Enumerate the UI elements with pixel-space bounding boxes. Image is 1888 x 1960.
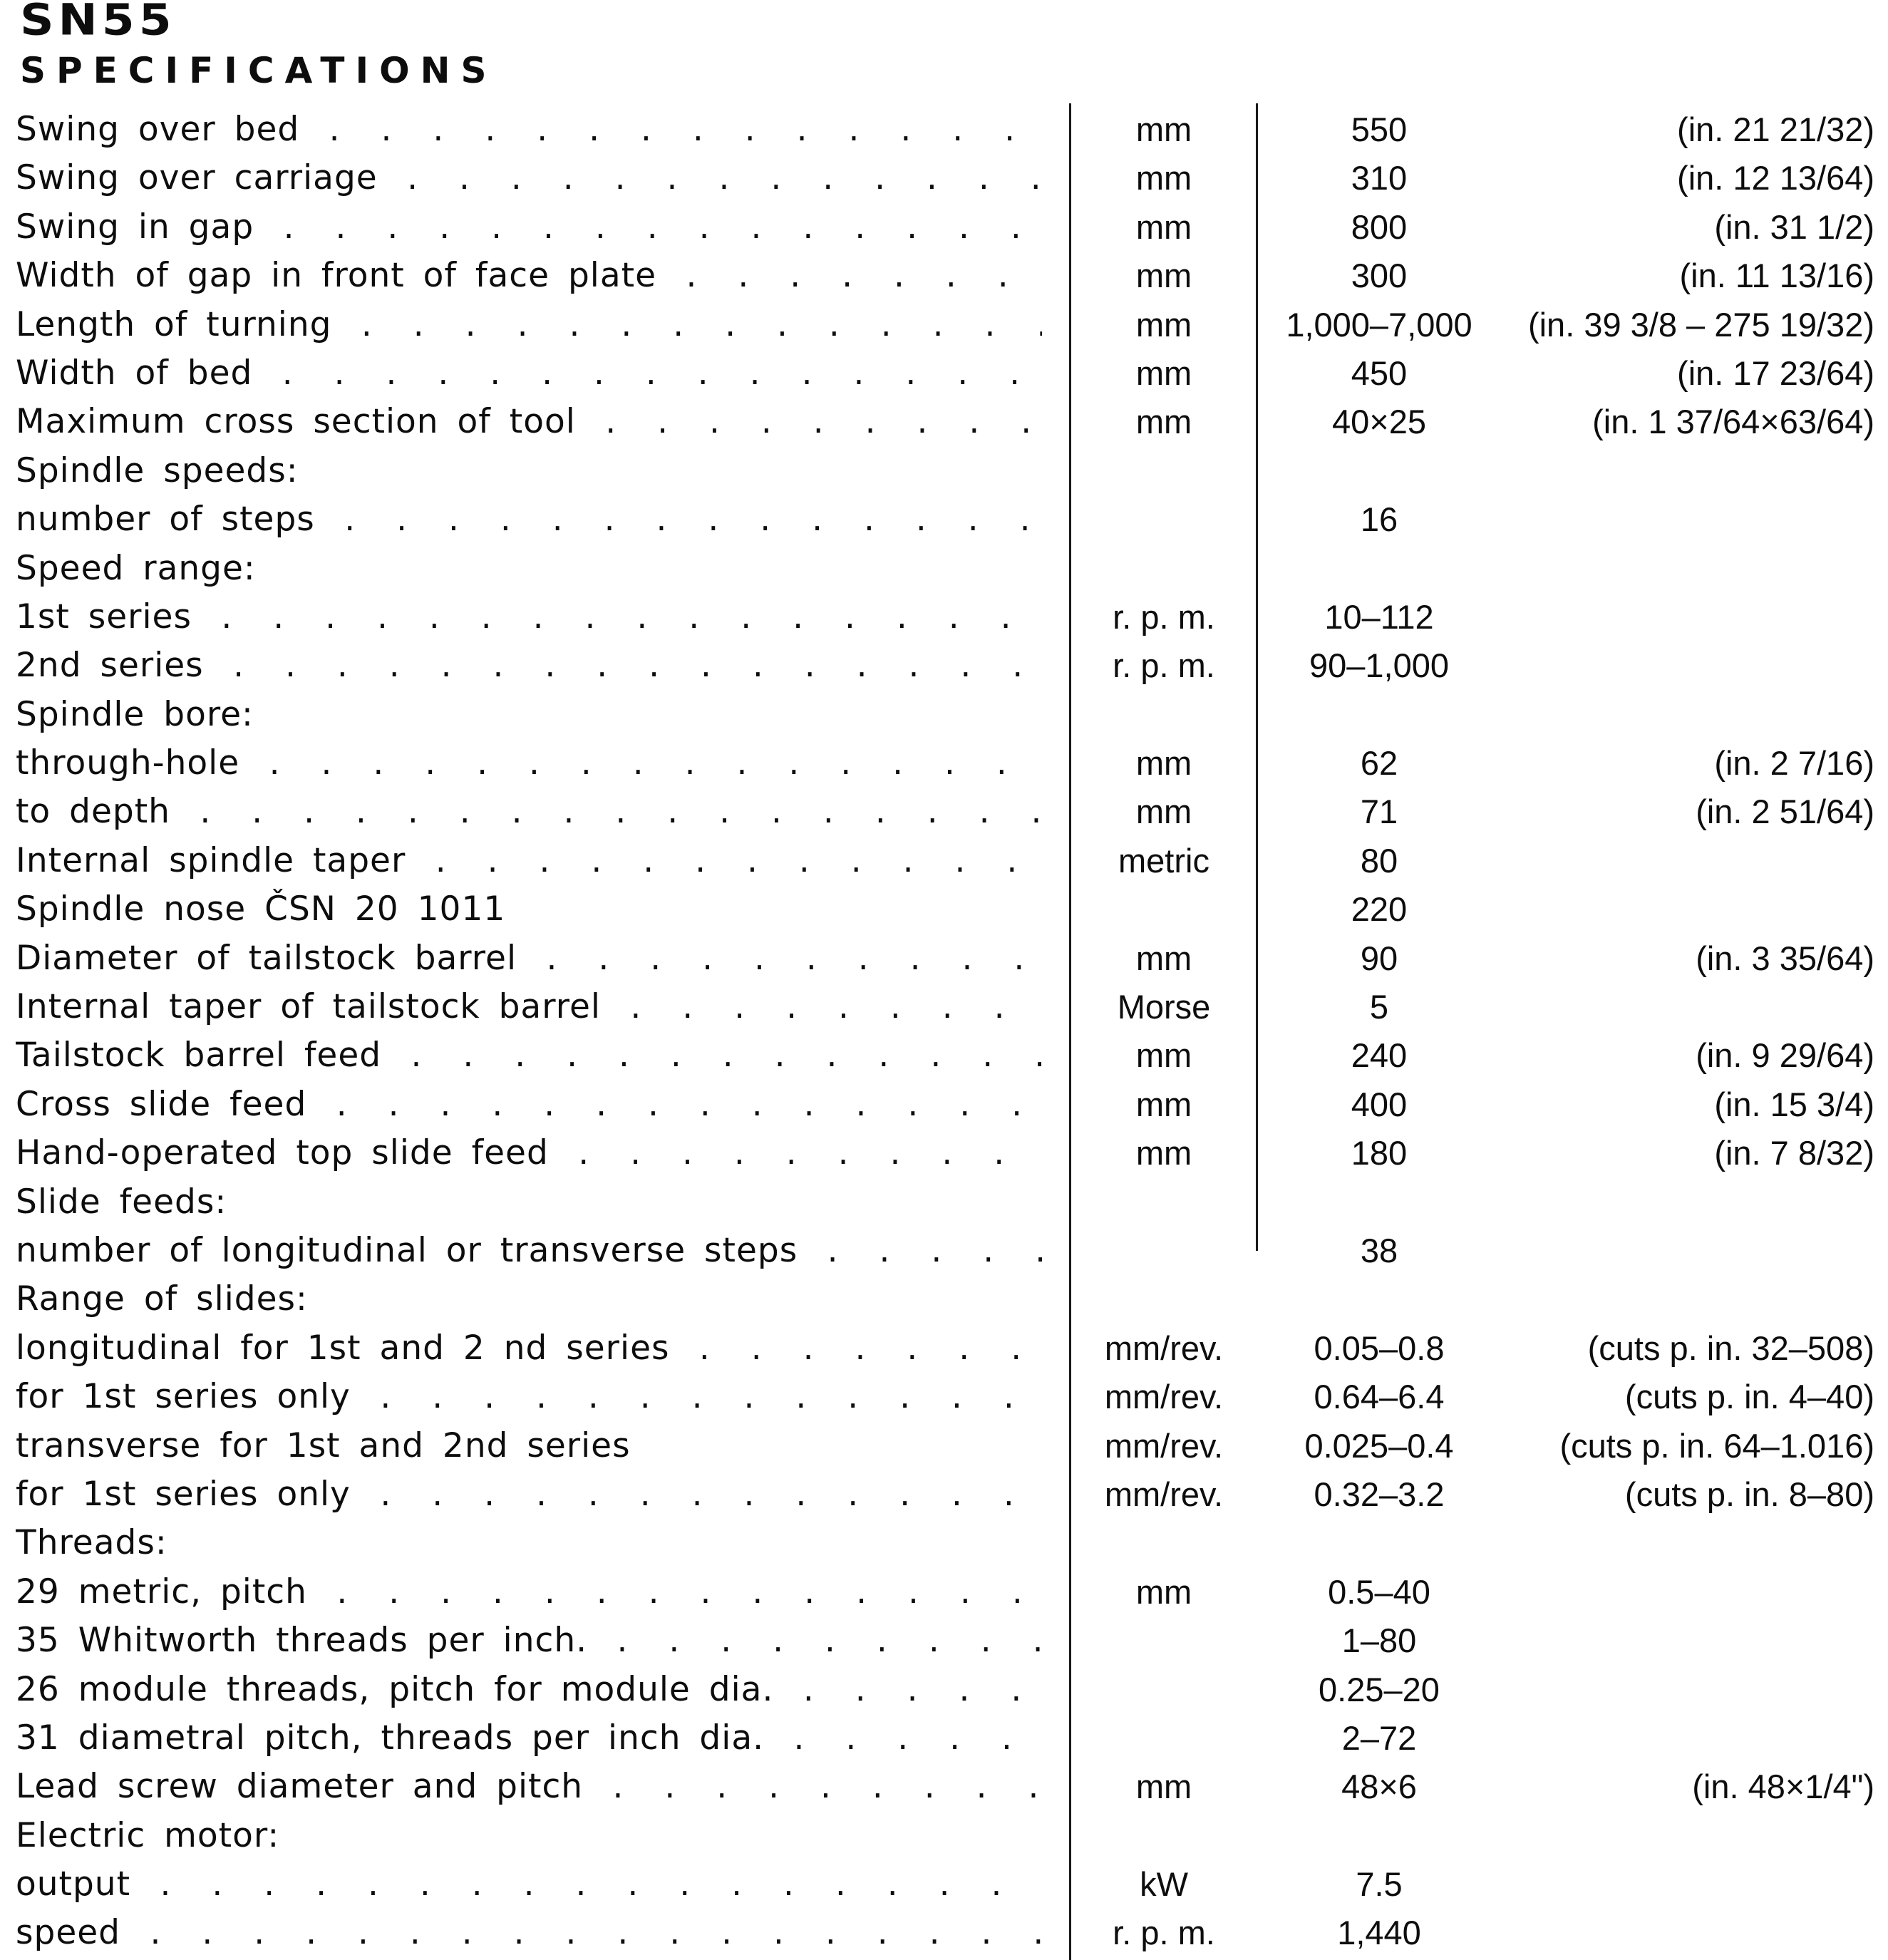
spec-label: Threads: bbox=[16, 1523, 167, 1563]
spec-imperial: (in. 48×1/4") bbox=[1692, 1768, 1874, 1806]
spec-label: Speed range: bbox=[16, 548, 256, 588]
spec-value: 1,440 bbox=[1337, 1914, 1421, 1952]
spec-imperial: (cuts p. in. 8–80) bbox=[1624, 1475, 1874, 1513]
spec-imperial: (in. 2 51/64) bbox=[1696, 793, 1874, 831]
spec-value bbox=[1269, 545, 1490, 593]
spec-unit: mm bbox=[1135, 110, 1192, 148]
spec-value: 0.64–6.4 bbox=[1314, 1378, 1445, 1416]
spec-value: 71 bbox=[1360, 793, 1398, 831]
spec-label: 26 module threads, pitch for module dia. . . bbox=[16, 1666, 1042, 1714]
spec-imperial bbox=[1475, 1275, 1874, 1324]
spec-value: 5 bbox=[1369, 988, 1389, 1026]
spec-value: 800 bbox=[1351, 207, 1408, 246]
spec-unit: r. p. m. bbox=[1113, 597, 1215, 636]
spec-imperial bbox=[1475, 1714, 1874, 1763]
spec-unit bbox=[1072, 1275, 1256, 1324]
spec-label: 29 metric, pitch . . bbox=[16, 1568, 1042, 1616]
spec-row bbox=[0, 398, 1888, 446]
spec-label: Width of bed . . bbox=[16, 349, 1042, 398]
spec-label: Length of turning . . bbox=[16, 301, 1042, 349]
spec-value: 2–72 bbox=[1341, 1718, 1417, 1757]
spec-row bbox=[0, 739, 1888, 788]
spec-imperial bbox=[1475, 495, 1874, 544]
spec-row bbox=[0, 495, 1888, 544]
spec-imperial bbox=[1475, 1666, 1874, 1714]
spec-row bbox=[0, 885, 1888, 934]
spec-row bbox=[0, 1714, 1888, 1763]
spec-value: 240 bbox=[1351, 1036, 1408, 1075]
spec-row bbox=[0, 1178, 1888, 1227]
spec-unit: mm bbox=[1135, 939, 1192, 977]
spec-imperial bbox=[1475, 1568, 1874, 1616]
spec-value: 0.025–0.4 bbox=[1304, 1426, 1454, 1465]
spec-unit: mm bbox=[1135, 744, 1192, 783]
spec-row bbox=[0, 1909, 1888, 1957]
spec-imperial: (cuts p. in. 64–1.016) bbox=[1559, 1426, 1874, 1465]
spec-value: 62 bbox=[1360, 744, 1398, 783]
spec-imperial: (in. 1 37/64×63/64) bbox=[1592, 403, 1874, 441]
spec-label: Swing in gap . . bbox=[16, 203, 1042, 252]
spec-row bbox=[0, 1568, 1888, 1616]
spec-imperial bbox=[1475, 641, 1874, 690]
spec-unit: mm bbox=[1135, 403, 1192, 441]
spec-imperial bbox=[1475, 447, 1874, 495]
spec-label: transverse for 1st and 2nd series bbox=[16, 1425, 631, 1465]
spec-label: output . . bbox=[16, 1860, 1042, 1909]
spec-row bbox=[0, 1373, 1888, 1421]
spec-label: Spindle nose ČSN 20 1011 bbox=[16, 889, 506, 929]
spec-unit: mm bbox=[1135, 159, 1192, 197]
spec-value bbox=[1269, 1178, 1490, 1227]
model-title: SN55 bbox=[20, 0, 176, 46]
spec-imperial bbox=[1475, 1227, 1874, 1275]
spec-row bbox=[0, 105, 1888, 154]
spec-row bbox=[0, 1080, 1888, 1129]
spec-row bbox=[0, 1519, 1888, 1567]
spec-imperial bbox=[1475, 1519, 1874, 1567]
spec-row bbox=[0, 1812, 1888, 1860]
spec-value: 450 bbox=[1351, 354, 1408, 392]
spec-imperial bbox=[1475, 691, 1874, 739]
spec-unit: r. p. m. bbox=[1113, 646, 1215, 685]
spec-value: 0.5–40 bbox=[1328, 1572, 1430, 1611]
spec-unit bbox=[1072, 447, 1256, 495]
spec-label: Spindle speeds: bbox=[16, 450, 299, 490]
spec-imperial: (in. 39 3/8 – 275 19/32) bbox=[1527, 305, 1874, 344]
spec-unit bbox=[1072, 1227, 1256, 1275]
spec-imperial: (in. 15 3/4) bbox=[1714, 1085, 1874, 1123]
spec-unit: mm bbox=[1135, 1572, 1192, 1611]
spec-label: Diameter of tailstock barrel . . bbox=[16, 934, 1042, 983]
spec-imperial: (in. 2 7/16) bbox=[1714, 744, 1874, 783]
spec-value: 180 bbox=[1351, 1134, 1408, 1172]
spec-value bbox=[1269, 1812, 1490, 1860]
spec-label: Maximum cross section of tool . . bbox=[16, 398, 1042, 446]
spec-value: 90 bbox=[1360, 939, 1398, 977]
spec-imperial bbox=[1475, 983, 1874, 1031]
spec-imperial bbox=[1475, 545, 1874, 593]
spec-row bbox=[0, 203, 1888, 252]
spec-value: 16 bbox=[1360, 500, 1398, 539]
spec-value: 400 bbox=[1351, 1085, 1408, 1123]
spec-unit bbox=[1072, 885, 1256, 934]
spec-row bbox=[0, 252, 1888, 300]
spec-imperial bbox=[1475, 1860, 1874, 1909]
spec-label: to depth . . bbox=[16, 788, 1042, 836]
spec-label: Hand-operated top slide feed . . bbox=[16, 1129, 1042, 1177]
spec-imperial: (cuts p. in. 4–40) bbox=[1624, 1378, 1874, 1416]
spec-row bbox=[0, 593, 1888, 641]
spec-unit: mm/rev. bbox=[1104, 1426, 1224, 1465]
spec-unit: mm bbox=[1135, 1768, 1192, 1806]
spec-row bbox=[0, 1763, 1888, 1811]
spec-imperial bbox=[1475, 837, 1874, 885]
spec-row bbox=[0, 447, 1888, 495]
spec-unit bbox=[1072, 495, 1256, 544]
spec-row bbox=[0, 1227, 1888, 1275]
spec-unit: mm/rev. bbox=[1104, 1329, 1224, 1367]
spec-value: 38 bbox=[1360, 1231, 1398, 1269]
spec-value bbox=[1269, 447, 1490, 495]
spec-label: Internal spindle taper . . bbox=[16, 837, 1042, 885]
spec-imperial: (in. 9 29/64) bbox=[1696, 1036, 1874, 1075]
spec-imperial bbox=[1475, 593, 1874, 641]
spec-label: through-hole . . bbox=[16, 739, 1042, 788]
spec-label: number of steps . . bbox=[16, 495, 1042, 544]
spec-label: longitudinal for 1st and 2 nd series . . bbox=[16, 1324, 1042, 1373]
spec-unit: mm/rev. bbox=[1104, 1475, 1224, 1513]
spec-value: 7.5 bbox=[1356, 1865, 1403, 1904]
spec-unit bbox=[1072, 545, 1256, 593]
spec-imperial: (cuts p. in. 32–508) bbox=[1587, 1329, 1874, 1367]
spec-imperial: (in. 21 21/32) bbox=[1677, 110, 1874, 148]
spec-value: 0.05–0.8 bbox=[1314, 1329, 1445, 1367]
spec-value: 1–80 bbox=[1341, 1621, 1417, 1660]
page-title: SPECIFICATIONS bbox=[20, 50, 497, 91]
spec-label: Electric motor: bbox=[16, 1815, 280, 1855]
spec-imperial: (in. 11 13/16) bbox=[1679, 257, 1874, 295]
spec-row bbox=[0, 1666, 1888, 1714]
spec-unit: mm bbox=[1135, 354, 1192, 392]
specifications-table bbox=[0, 105, 1888, 1958]
spec-value: 220 bbox=[1351, 890, 1408, 929]
spec-value bbox=[1269, 691, 1490, 739]
spec-value: 10–112 bbox=[1324, 597, 1434, 636]
spec-row bbox=[0, 1031, 1888, 1080]
spec-imperial bbox=[1475, 1812, 1874, 1860]
spec-row bbox=[0, 1616, 1888, 1665]
spec-row bbox=[0, 983, 1888, 1031]
spec-label: for 1st series only . . bbox=[16, 1373, 1042, 1421]
spec-value: 310 bbox=[1351, 159, 1408, 197]
spec-value: 550 bbox=[1351, 110, 1408, 148]
spec-row bbox=[0, 1275, 1888, 1324]
spec-unit bbox=[1072, 1616, 1256, 1665]
spec-unit: mm/rev. bbox=[1104, 1378, 1224, 1416]
spec-row bbox=[0, 349, 1888, 398]
spec-imperial bbox=[1475, 1909, 1874, 1957]
spec-imperial bbox=[1475, 1616, 1874, 1665]
spec-unit bbox=[1072, 691, 1256, 739]
spec-unit: r. p. m. bbox=[1113, 1914, 1215, 1952]
spec-label: for 1st series only . . bbox=[16, 1470, 1042, 1519]
spec-unit bbox=[1072, 1812, 1256, 1860]
spec-row bbox=[0, 1422, 1888, 1470]
spec-imperial: (in. 3 35/64) bbox=[1696, 939, 1874, 977]
spec-imperial: (in. 17 23/64) bbox=[1677, 354, 1874, 392]
spec-row bbox=[0, 154, 1888, 202]
spec-row bbox=[0, 301, 1888, 349]
spec-value: 90–1,000 bbox=[1309, 646, 1450, 685]
spec-unit: mm bbox=[1135, 1134, 1192, 1172]
spec-label: 1st series . . bbox=[16, 593, 1042, 641]
spec-value: 1,000–7,000 bbox=[1286, 305, 1472, 344]
spec-unit: mm bbox=[1135, 1085, 1192, 1123]
spec-value bbox=[1269, 1519, 1490, 1567]
spec-label: Swing over bed . . bbox=[16, 105, 1042, 154]
spec-imperial: (in. 31 1/2) bbox=[1714, 207, 1874, 246]
spec-label: 31 diametral pitch, threads per inch dia. . . bbox=[16, 1714, 1042, 1763]
spec-imperial bbox=[1475, 1178, 1874, 1227]
spec-label: Width of gap in front of face plate . . bbox=[16, 252, 1042, 300]
spec-row bbox=[0, 545, 1888, 593]
spec-unit: Morse bbox=[1117, 988, 1211, 1026]
spec-unit bbox=[1072, 1666, 1256, 1714]
spec-label: speed . . bbox=[16, 1909, 1042, 1957]
spec-value: 48×6 bbox=[1341, 1768, 1417, 1806]
spec-label: Lead screw diameter and pitch . . bbox=[16, 1763, 1042, 1811]
spec-value: 40×25 bbox=[1331, 403, 1426, 441]
spec-imperial: (in. 12 13/64) bbox=[1677, 159, 1874, 197]
spec-unit bbox=[1072, 1519, 1256, 1567]
spec-label: Internal taper of tailstock barrel . . bbox=[16, 983, 1042, 1031]
spec-unit: mm bbox=[1135, 1036, 1192, 1075]
spec-imperial bbox=[1475, 885, 1874, 934]
spec-label: Slide feeds: bbox=[16, 1182, 227, 1222]
spec-unit: mm bbox=[1135, 257, 1192, 295]
spec-label: Cross slide feed . . bbox=[16, 1080, 1042, 1129]
spec-unit: kW bbox=[1140, 1865, 1188, 1904]
spec-label: 2nd series . . bbox=[16, 641, 1042, 690]
spec-row bbox=[0, 1860, 1888, 1909]
spec-row bbox=[0, 1470, 1888, 1519]
spec-label: Swing over carriage . . bbox=[16, 154, 1042, 202]
spec-row bbox=[0, 934, 1888, 983]
spec-label: Spindle bore: bbox=[16, 694, 254, 734]
spec-row bbox=[0, 691, 1888, 739]
spec-row bbox=[0, 1324, 1888, 1373]
spec-value: 300 bbox=[1351, 257, 1408, 295]
spec-value: 0.32–3.2 bbox=[1314, 1475, 1445, 1513]
spec-unit: mm bbox=[1135, 793, 1192, 831]
spec-unit: metric bbox=[1118, 841, 1209, 880]
spec-unit bbox=[1072, 1178, 1256, 1227]
spec-label: Tailstock barrel feed . . bbox=[16, 1031, 1042, 1080]
spec-value: 80 bbox=[1360, 841, 1398, 880]
spec-value: 0.25–20 bbox=[1319, 1670, 1440, 1708]
spec-label: number of longitudinal or transverse steps . . bbox=[16, 1227, 1042, 1275]
spec-row bbox=[0, 788, 1888, 836]
spec-label: 35 Whitworth threads per inch. . . bbox=[16, 1616, 1042, 1665]
spec-unit: mm bbox=[1135, 305, 1192, 344]
spec-unit bbox=[1072, 1714, 1256, 1763]
spec-row bbox=[0, 641, 1888, 690]
spec-unit: mm bbox=[1135, 207, 1192, 246]
spec-imperial: (in. 7 8/32) bbox=[1714, 1134, 1874, 1172]
spec-row bbox=[0, 837, 1888, 885]
spec-row bbox=[0, 1129, 1888, 1177]
spec-value bbox=[1269, 1275, 1490, 1324]
spec-label: Range of slides: bbox=[16, 1279, 308, 1319]
